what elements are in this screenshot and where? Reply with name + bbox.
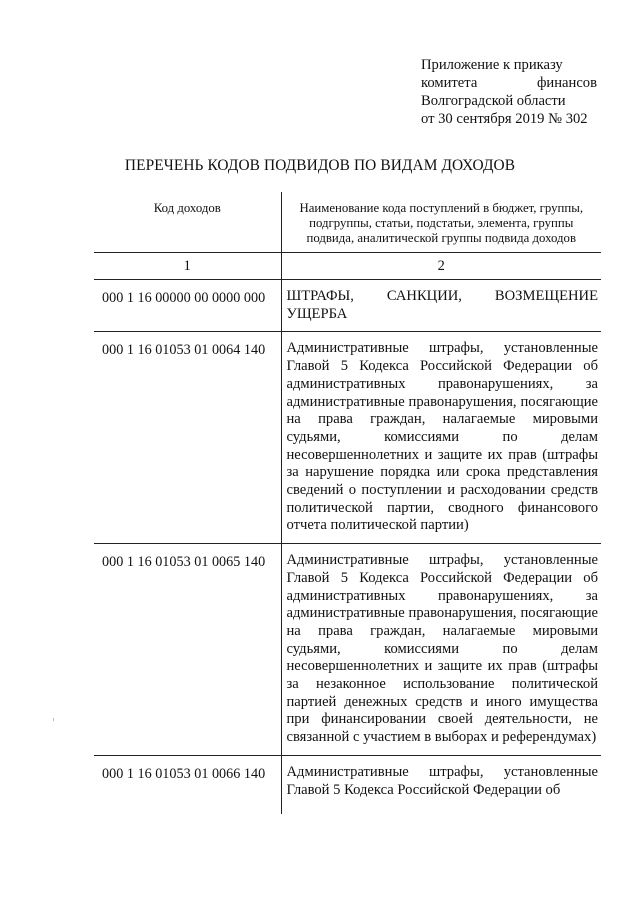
scan-margin-mark [53, 718, 54, 721]
table-row [94, 544, 601, 756]
header-name: Наименование кода поступлений в бюджет, группы, подгруппы, статьи, подстатьи, элемента, группы подвида, аналитической группы подвида доходов [281, 192, 601, 253]
table-row [94, 332, 601, 544]
appendix-line-3: Волгоградской области [421, 93, 566, 109]
column-number-1: 1 [94, 253, 281, 280]
column-number-row [94, 253, 601, 280]
income-codes-table [94, 192, 601, 814]
income-name-cell [281, 755, 601, 814]
column-number-2: 2 [281, 253, 601, 280]
income-name: Административные штрафы, установленные Главой 5 Кодекса Российской Федерации об административных правонарушениях, за административные правонарушения, посягающие на права граждан, налагаемые мировыми судьями, комиссиями по делам несовершеннолетних и защите их прав (штрафы за нарушение порядка или срока представления сведений о поступлении и расходовании средств политической партии, сводного финансового отчета политической партии) [281, 332, 601, 544]
appendix-line-2-right: финансов [536, 75, 597, 91]
appendix-block [421, 56, 597, 128]
appendix-line-2 [421, 74, 597, 92]
table-row [94, 280, 601, 332]
appendix-line-2-left: комитета [421, 75, 478, 91]
appendix-line-1: Приложение к приказу [421, 57, 563, 73]
header-code: Код доходов [94, 192, 281, 253]
table-row [94, 755, 601, 814]
table-header-row [94, 192, 601, 253]
income-code: 000 1 16 00000 00 0000 000 [94, 280, 281, 332]
income-name: ШТРАФЫ, САНКЦИИ, ВОЗМЕЩЕНИЕ УЩЕРБА [281, 280, 601, 332]
document-title: ПЕРЕЧЕНЬ КОДОВ ПОДВИДОВ ПО ВИДАМ ДОХОДОВ [124, 157, 516, 174]
appendix-line-4: от 30 сентября 2019 № 302 [421, 111, 588, 127]
income-code: 000 1 16 01053 01 0065 140 [94, 544, 281, 756]
income-name: Административные штрафы, установленные Главой 5 Кодекса Российской Федерации об административных правонарушениях, за административные правонарушения, посягающие на права граждан, налагаемые мировыми судьями, комиссиями по делам несовершеннолетних и защите их прав (штрафы за незаконное использование политической партией денежных средств и иного имущества при финансировании своей деятельности, не связанной с участием в выборах и референдумах) [281, 544, 601, 756]
income-code: 000 1 16 01053 01 0066 140 [94, 755, 281, 814]
income-name: Административные штрафы, установленные Главой 5 Кодекса Российской Федерации об [286, 763, 598, 798]
income-code: 000 1 16 01053 01 0064 140 [94, 332, 281, 544]
